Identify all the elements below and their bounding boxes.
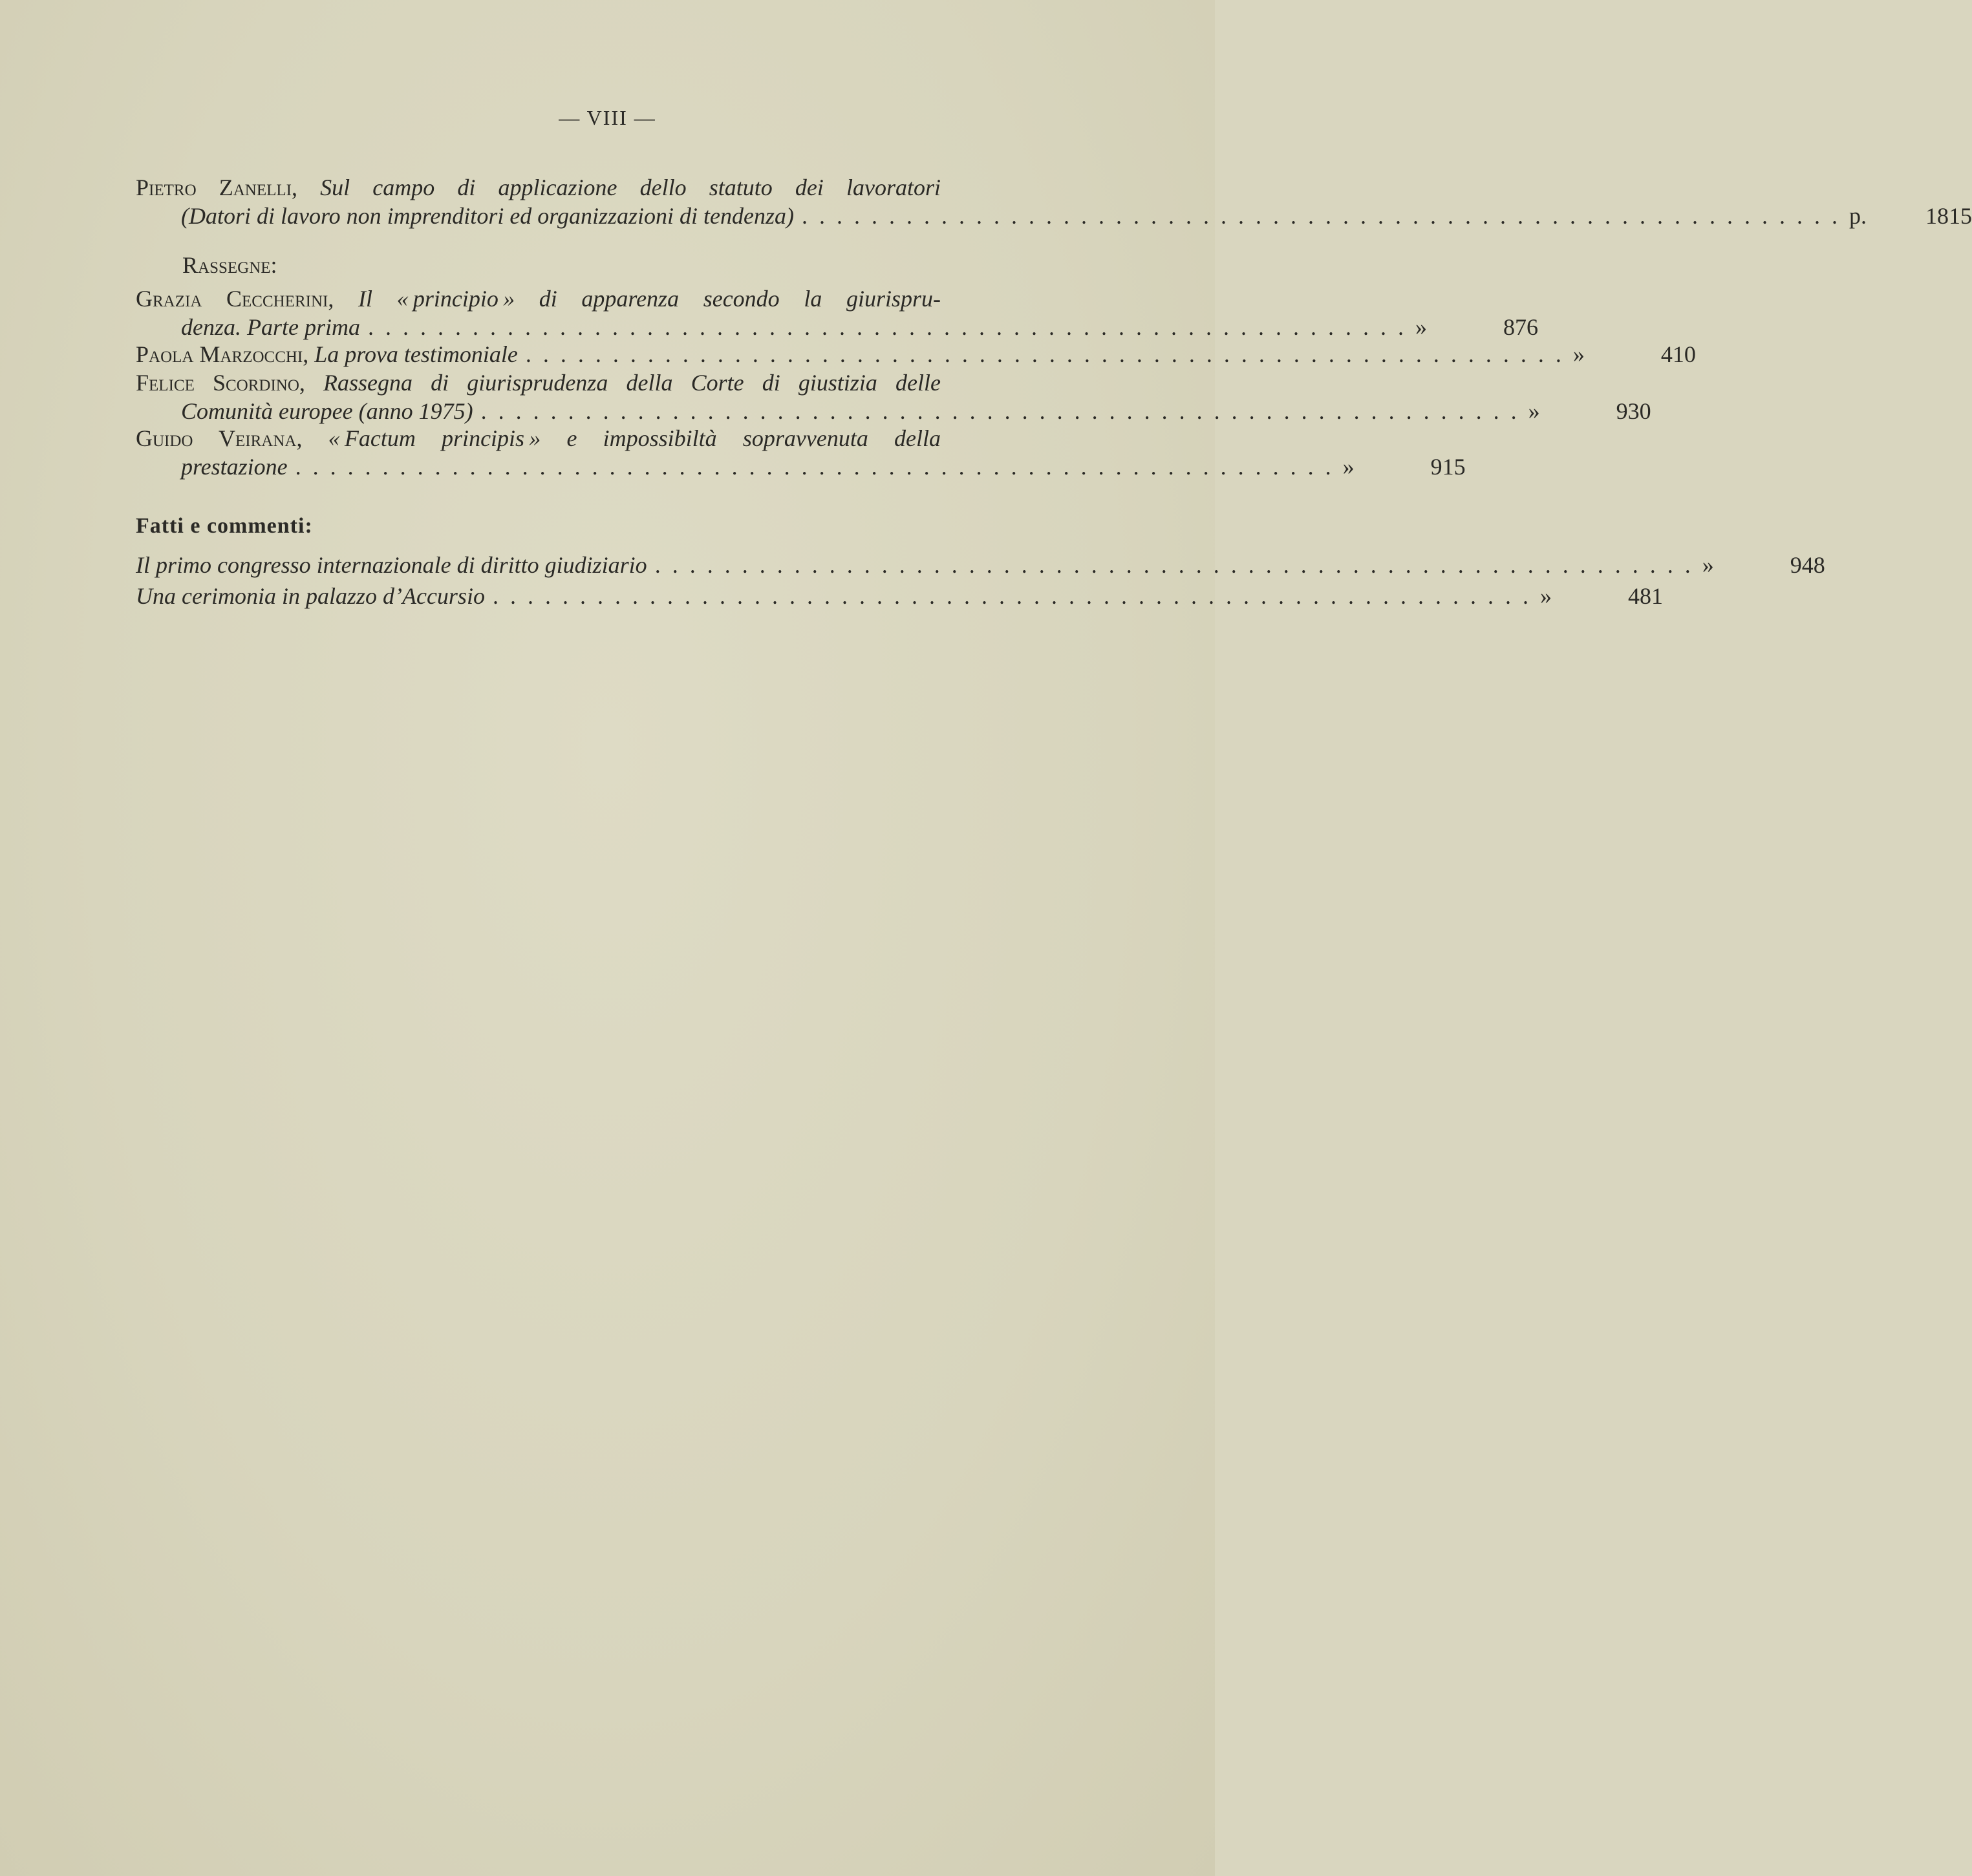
- entry-author: Pietro Zanelli,: [136, 175, 297, 200]
- entry-author: Paola Marzocchi,: [136, 341, 309, 367]
- toc-entry-scordino: Felice Scordino, Rassegna di giurisprudenza della Corte di giustizia delle Comunità europee (anno 1975) ............................................................ » 930: [136, 370, 1651, 424]
- leader-dots: ............................................................: [492, 583, 1540, 609]
- entry-ref: p.: [1849, 203, 1867, 229]
- entry-author: Guido Veirana,: [136, 425, 303, 451]
- leader-dots: ............................................................: [367, 314, 1415, 340]
- leader-dots: ............................................................: [295, 454, 1343, 480]
- toc-entry-ceccherini: Grazia Ceccherini, Il « principio » di apparenza secondo la giurispru- denza. Parte prima ............................................................ » 876: [136, 286, 1538, 340]
- page-folio: — VIII —: [559, 106, 656, 129]
- leader-dots: ............................................................: [801, 203, 1849, 229]
- toc-entry-congresso: Il primo congresso internazionale di diritto giudiziario ............................................................ » 948: [136, 552, 1825, 578]
- section-heading-fatti: Fatti e commenti:: [136, 514, 313, 538]
- toc-entry-zanelli: [136, 173, 1972, 230]
- toc-entry-veirana: Guido Veirana, « Factum principis » e impossibiltà sopravvenuta della prestazione ............................................................ » 915: [136, 425, 1466, 480]
- entry-title-line2: (Datori di lavoro non imprenditori ed organizzazioni di tendenza): [181, 203, 794, 229]
- entry-page: 1815: [1925, 203, 1972, 229]
- leader-dots: ............................................................: [525, 341, 1573, 367]
- leader-dots: ............................................................: [480, 398, 1528, 424]
- leader-dots: ............................................................: [654, 552, 1702, 578]
- toc-entry-marzocchi: Paola Marzocchi, La prova testimoniale ............................................................ » 410: [136, 341, 1696, 367]
- toc-entry-cerimonia: Una cerimonia in palazzo d’Accursio ............................................................ » 481: [136, 583, 1663, 609]
- entry-title-line1: Sul campo di applicazione dello statuto dei lavoratori: [320, 175, 941, 200]
- entry-author: Felice Scordino,: [136, 370, 305, 396]
- section-heading-rassegne: Rassegne:: [182, 252, 277, 278]
- entry-author: Grazia Ceccherini,: [136, 286, 334, 312]
